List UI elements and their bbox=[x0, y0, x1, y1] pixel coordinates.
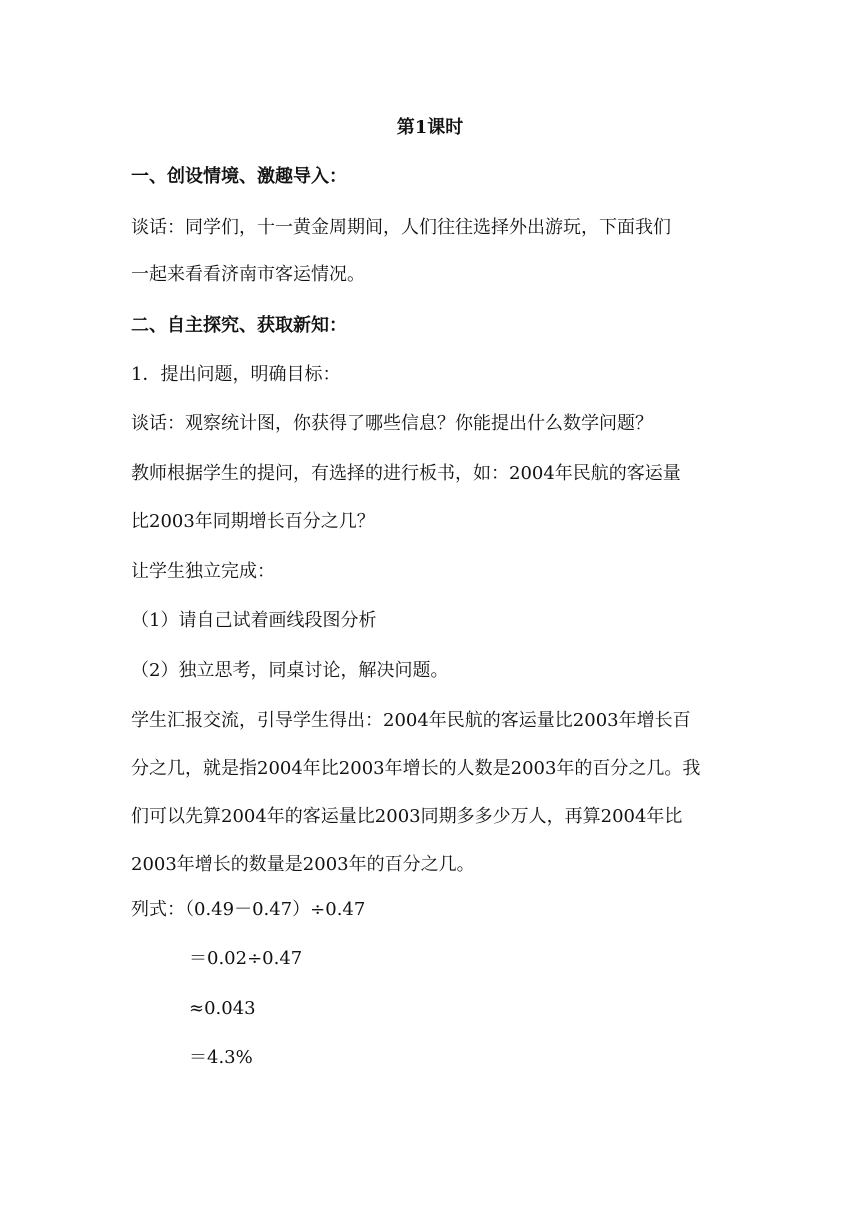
paragraph-line: 2003年增长的数量是2003年的百分之几。 bbox=[131, 854, 475, 875]
step-item: （1）请自己试着画线段图分析 bbox=[131, 610, 377, 631]
section-heading-explore: 二、自主探究、获取新知： bbox=[131, 315, 347, 336]
section-heading-intro: 一、创设情境、激趣导入： bbox=[131, 166, 347, 187]
paragraph-line: 比2003年同期增长百分之几？ bbox=[131, 511, 375, 532]
list-item-heading: 1．提出问题，明确目标： bbox=[131, 364, 341, 385]
paragraph-line: 谈话：同学们，十一黄金周期间，人们往往选择外出游玩，下面我们 bbox=[131, 217, 671, 238]
paragraph-line: 一起来看看济南市客运情况。 bbox=[131, 264, 365, 285]
paragraph-line: 们可以先算2004年的客运量比2003同期多多少万人，再算2004年比 bbox=[131, 806, 683, 827]
lesson-title: 第1课时 bbox=[396, 117, 464, 138]
paragraph-line: 教师根据学生的提问，有选择的进行板书，如：2004年民航的客运量 bbox=[131, 463, 681, 484]
paragraph-line: 学生汇报交流，引导学生得出：2004年民航的客运量比2003年增长百 bbox=[131, 710, 691, 731]
step-item: （2）独立思考，同桌讨论，解决问题。 bbox=[131, 660, 449, 681]
calculation-line: 列式：（0.49－0.47）÷0.47 bbox=[131, 899, 366, 920]
calculation-line: ＝0.02÷0.47 bbox=[189, 948, 303, 969]
calculation-line: ≈0.043 bbox=[189, 998, 256, 1019]
paragraph-line: 分之几，就是指2004年比2003年增长的人数是2003年的百分之几。我 bbox=[131, 758, 701, 779]
calculation-line: ＝4.3% bbox=[189, 1047, 253, 1068]
paragraph-line: 谈话：观察统计图，你获得了哪些信息？你能提出什么数学问题？ bbox=[131, 413, 653, 434]
paragraph-line: 让学生独立完成： bbox=[131, 561, 275, 582]
